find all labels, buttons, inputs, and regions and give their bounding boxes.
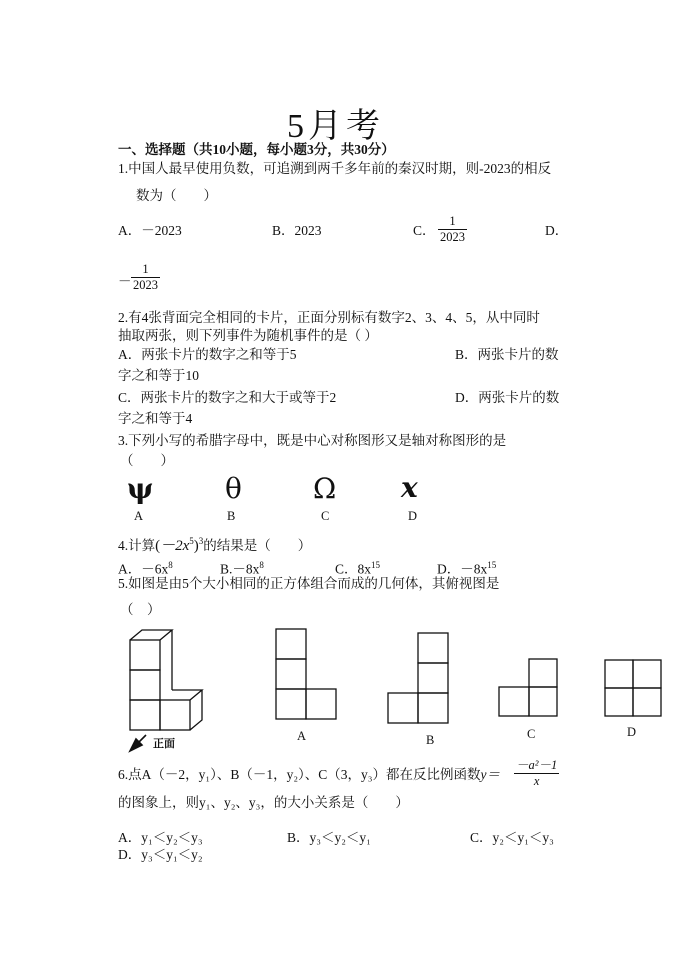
q1-d-denominator: 2023 <box>133 278 158 292</box>
q5-label-a: A <box>297 729 307 743</box>
q4-expression: $(-2x^5)^3$ <box>155 536 204 554</box>
q3-stem-line2: （ ） <box>120 453 174 468</box>
q3-symbol-omega: Ω <box>313 472 337 505</box>
q6-function-fraction <box>514 755 559 789</box>
q6-stem-line2: 的图象上，则y₁、y₂、y₃，的大小关系是（ ） <box>118 795 409 810</box>
q6-option-c: C．y₂＜y₁＜y₃ <box>470 830 554 845</box>
q6-prefix: 6.点 <box>118 767 142 782</box>
q3-label-b: B <box>227 509 236 523</box>
q3-stem-line1: 3.下列小写的希腊字母中，既是中心对称图形又是轴对称图形的是 <box>118 433 507 448</box>
q1-c-numerator: 1 <box>449 214 456 228</box>
q3-symbol-psi: ψ <box>127 472 154 505</box>
section-header: 一、选择题（共10小题，每小题3分，共30分） <box>118 142 395 157</box>
q4-expr-inner: －2x <box>160 538 190 554</box>
q1-option-d-fraction <box>131 262 160 293</box>
q2-option-b-part1: B．两张卡片的数 <box>455 347 559 362</box>
q3-label-c: C <box>321 509 330 523</box>
q1-c-denominator: 2023 <box>440 230 465 244</box>
q6-func-denominator: x <box>533 774 540 788</box>
q1-option-a: A．－2023 <box>118 223 182 238</box>
q1-stem-line2: 数为（ ） <box>136 188 217 203</box>
q3-label-a: A <box>134 509 144 523</box>
q1-option-d-prefix: D． <box>545 223 569 238</box>
q2-option-a: A．两张卡片的数字之和等于5 <box>118 347 297 362</box>
q1-d-numerator: 1 <box>142 262 149 276</box>
q3-symbol-theta: θ <box>225 472 242 505</box>
q2-option-c: C．两张卡片的数字之和大于或等于2 <box>118 390 337 405</box>
q5-option-d-view <box>604 659 664 719</box>
q5-front-label: 正面 <box>153 738 175 750</box>
q4-expr-outer-exp: 3 <box>198 536 204 546</box>
q3-label-d: D <box>408 509 418 523</box>
q1-option-c-fraction <box>438 214 467 245</box>
q3-symbol-x: x <box>401 471 418 504</box>
q4-option-b: $B.-8x^8$ <box>220 560 264 577</box>
q4-prefix: 4.计算 <box>118 538 156 553</box>
q2-stem-line2: 抽取两张，则下列事件为随机事件的是（ ） <box>118 328 378 343</box>
q6-option-a: A．y₁＜y₂＜y₃ <box>118 830 203 845</box>
q4-option-a: A．$-6x^8$ <box>118 560 173 577</box>
q6-func-lhs: y＝ <box>480 767 501 782</box>
q2-option-b-part2: 字之和等于10 <box>118 368 199 383</box>
q6-option-b: B．y₃＜y₂＜y₁ <box>287 830 371 845</box>
q5-label-d: D <box>627 725 637 739</box>
q6-option-d: D．y₃＜y₁＜y₂ <box>118 847 203 862</box>
q1-option-c-prefix: C． <box>413 223 436 238</box>
q1-option-b: B．2023 <box>272 223 322 238</box>
q5-option-c-view <box>498 656 560 718</box>
q1-stem-line1: 1.中国人最早使用负数，可追溯到两千多年前的秦汉时期，则-2023的相反 <box>118 161 552 176</box>
page-title: 5月考 <box>287 108 384 145</box>
q5-option-b-view <box>387 632 449 724</box>
q6-points: A（－2，y₁）、B（－1，y₂）、C（3，y₃）都在反比例函数 <box>141 767 481 782</box>
q4-option-c: C．$8x^{15}$ <box>335 560 381 577</box>
q5-stem-line1: 5.如图是由5个大小相同的正方体组合而成的几何体，其俯视图是 <box>118 576 500 591</box>
q5-label-c: C <box>527 727 536 741</box>
q2-stem-line1: 2.有4张背面完全相同的卡片，正面分别标有数字2、3、4、5，从中同时 <box>118 310 540 325</box>
q5-stem-line2: （ ） <box>120 602 161 617</box>
q1-option-d-sign: － <box>118 274 132 289</box>
q4-expr-inner-exp: 5 <box>189 536 194 546</box>
q5-option-a-view <box>275 628 337 720</box>
q2-option-d-part1: D．两张卡片的数 <box>455 390 560 405</box>
q6-func-numerator: －a²－1 <box>516 758 558 772</box>
q2-option-d-part2: 字之和等于4 <box>118 411 193 426</box>
q6-stem-line1 <box>118 766 500 784</box>
q5-label-b: B <box>426 733 435 747</box>
q4-suffix: 的结果是（ ） <box>203 538 312 553</box>
q4-option-d: D．$-8x^{15}$ <box>437 560 497 577</box>
q4-stem <box>118 532 311 555</box>
